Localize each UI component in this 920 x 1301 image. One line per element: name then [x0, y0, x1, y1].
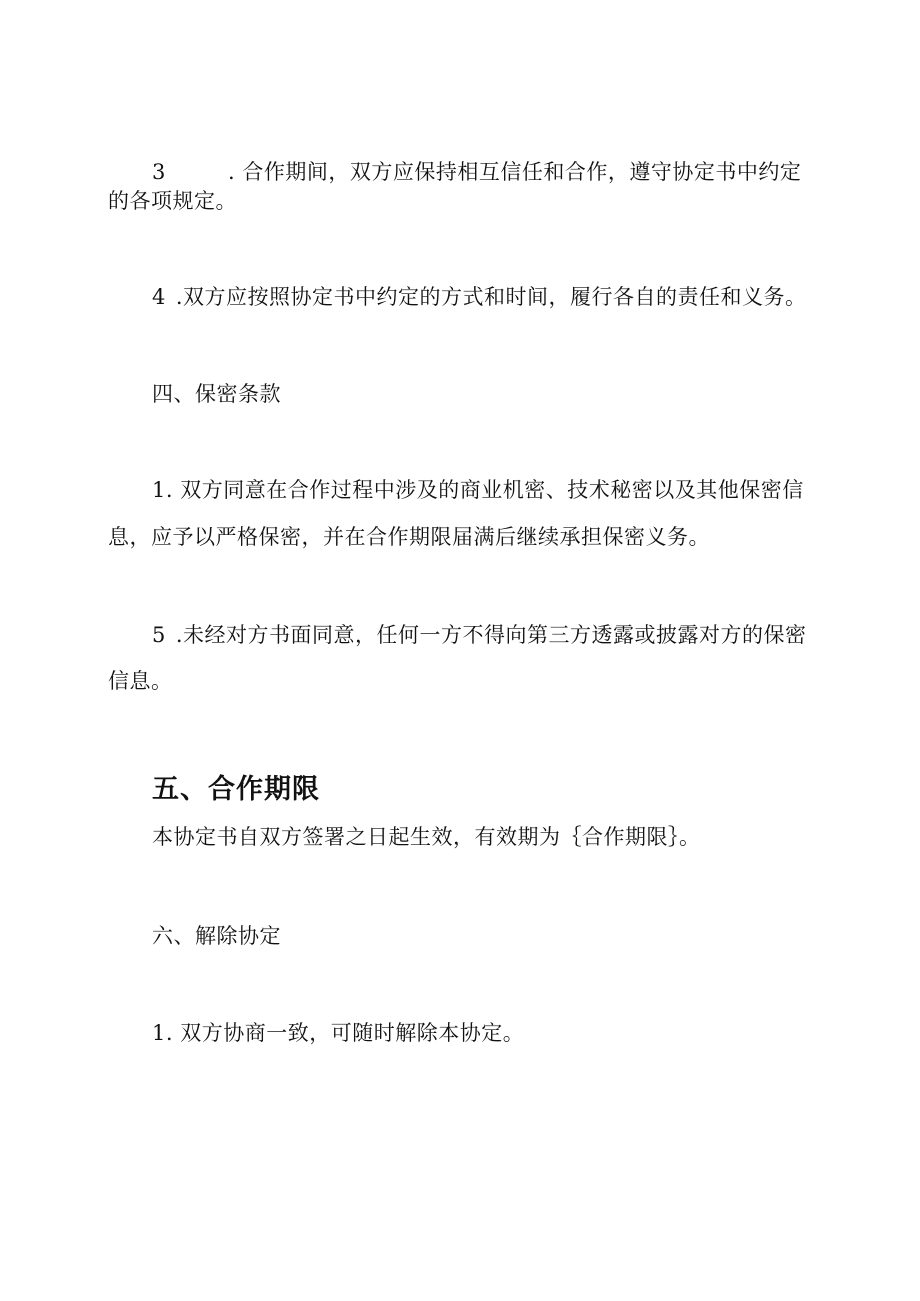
section-4-item-5-text: .未经对方书面同意，任何一方不得向第三方透露或披露对方的保密: [175, 623, 807, 647]
item-3-text: . 合作期间，双方应保持相互信任和合作，遵守协定书中约定: [228, 160, 802, 184]
section-6-heading: 六、解除协定: [152, 924, 281, 948]
item-3-line-1: [152, 158, 801, 186]
section-5-body: 本协定书自双方签署之日起生效，有效期为｛合作期限｝。: [152, 825, 701, 849]
section-4-item-5-line-2: 信息。: [108, 669, 173, 693]
section-6-item-1: 1. 双方协商一致，可随时解除本协定。: [152, 1021, 525, 1045]
section-4-heading: 四、保密条款: [152, 382, 281, 406]
section-4-item-5-line-1: [152, 621, 807, 649]
item-4-text: .双方应按照协定书中约定的方式和时间，履行各自的责任和义务。: [175, 285, 807, 309]
section-4-item-5-number: 5: [152, 623, 166, 647]
item-4-number: 4: [152, 285, 166, 309]
section-4-item-1-line-2: 息，应予以严格保密，并在合作期限届满后继续承担保密义务。: [108, 525, 710, 549]
section-5-heading: 五、合作期限: [152, 774, 320, 805]
section-4-item-1-line-1: 1. 双方同意在合作过程中涉及的商业机密、技术秘密以及其他保密信: [152, 478, 804, 502]
item-4-line-1: [152, 283, 807, 311]
item-3-line-2: 的各项规定。: [108, 189, 237, 213]
item-3-number: 3: [152, 160, 166, 184]
